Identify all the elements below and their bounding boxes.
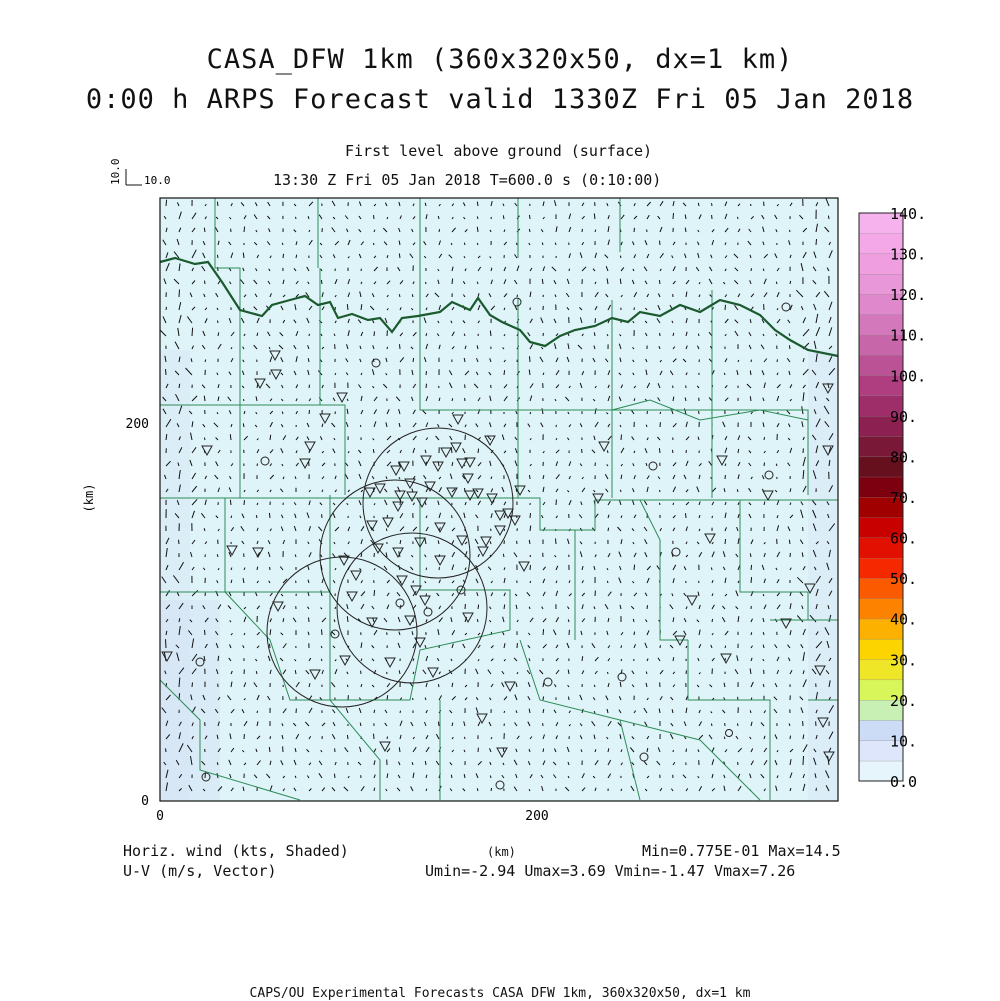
wind-vector <box>256 515 257 518</box>
wind-vector <box>569 697 570 700</box>
wind-vector <box>426 568 427 570</box>
wind-vector <box>387 347 388 349</box>
wind-vector <box>438 216 439 219</box>
wind-vector <box>569 269 570 271</box>
wind-vector <box>751 360 752 362</box>
wind-vector <box>828 216 829 219</box>
wind-vector <box>530 215 531 219</box>
subtitle-level: First level above ground (surface) <box>345 142 652 160</box>
wind-vector <box>712 203 713 206</box>
wind-vector <box>179 540 180 544</box>
wind-vector <box>530 565 531 570</box>
footer-right-2: Umin=-2.94 Umax=3.69 Vmin=-1.47 Vmax=7.26 <box>425 862 795 880</box>
wind-vector <box>282 243 283 245</box>
title-line-2: 0:00 h ARPS Forecast valid 1330Z Fri 05 Jan 2018 <box>0 84 1000 115</box>
wind-vector <box>620 279 621 284</box>
wind-vector <box>270 435 271 440</box>
wind-vector <box>530 356 531 362</box>
wind-vector <box>244 227 245 233</box>
wind-vector <box>399 747 400 752</box>
wind-vector <box>179 384 180 388</box>
wind-vector <box>270 644 271 648</box>
wind-vector <box>698 334 699 336</box>
wind-vector <box>686 749 687 752</box>
wind-vector <box>426 282 427 284</box>
wind-vector <box>347 304 348 310</box>
wind-vector <box>477 619 478 622</box>
footer-left-2: U-V (m/s, Vector) <box>123 862 277 880</box>
wind-vector <box>230 434 231 440</box>
x-axis-label: (km) <box>487 845 516 859</box>
wind-vector <box>477 202 478 206</box>
wind-vector <box>204 438 205 441</box>
wind-vector <box>621 645 622 648</box>
wind-vector <box>283 254 284 258</box>
colorbar-label: 140. <box>890 205 926 223</box>
wind-vector <box>269 747 270 752</box>
wind-vector <box>672 450 673 453</box>
wind-vector <box>438 684 439 687</box>
wind-vector <box>243 399 244 401</box>
colorbar-label: 20. <box>890 692 917 710</box>
wind-vector <box>400 344 401 349</box>
wind-vector <box>763 269 764 271</box>
wind-vector <box>218 656 219 661</box>
wind-vector <box>738 723 739 726</box>
wind-vector <box>543 629 544 635</box>
wind-vector <box>660 412 661 414</box>
y-tick-0: 0 <box>141 794 149 809</box>
wind-vector <box>516 243 517 245</box>
wind-vector <box>426 371 427 375</box>
wind-vector <box>205 630 206 635</box>
wind-vector <box>204 228 205 232</box>
wind-vector <box>321 280 322 284</box>
wind-vector <box>400 711 401 713</box>
colorbar-label: 40. <box>890 611 917 629</box>
wind-vector <box>751 577 752 583</box>
wind-vector <box>217 202 218 206</box>
wind-vector <box>699 308 700 310</box>
colorbar-label: 30. <box>890 651 917 669</box>
ref-vector-vertical-label: 10.0 <box>109 159 122 186</box>
wind-vector <box>789 540 790 544</box>
wind-vector <box>621 789 622 791</box>
wind-vector <box>647 411 648 414</box>
wind-vector <box>751 204 752 206</box>
wind-vector <box>621 659 622 661</box>
wind-vector <box>594 332 595 336</box>
wind-vector <box>698 203 699 206</box>
wind-vector <box>257 567 258 570</box>
wind-vector <box>347 616 348 622</box>
wind-vector <box>334 774 335 778</box>
wind-vector <box>426 333 427 336</box>
wind-vector <box>504 711 505 713</box>
wind-vector <box>166 639 167 648</box>
colorbar-label: 50. <box>890 570 917 588</box>
wind-vector <box>621 435 622 441</box>
wind-vector <box>335 607 336 609</box>
wind-vector <box>373 449 374 453</box>
wind-vector <box>373 243 374 245</box>
wind-vector <box>725 646 726 648</box>
wind-vector <box>387 695 388 700</box>
wind-vector <box>789 345 790 349</box>
wind-vector <box>465 737 466 739</box>
title-line-1: CASA_DFW 1km (360x320x50, dx=1 km) <box>0 44 1000 75</box>
wind-vector <box>295 670 296 674</box>
wind-vector <box>243 253 244 258</box>
wind-vector <box>555 243 556 245</box>
wind-vector <box>374 734 375 739</box>
x-tick-200: 200 <box>525 809 548 824</box>
wind-vector <box>412 294 413 297</box>
footer-right-1: Min=0.775E-01 Max=14.5 <box>642 842 841 860</box>
wind-vector <box>517 295 518 297</box>
wind-vector <box>608 672 609 674</box>
wind-vector <box>205 281 206 284</box>
wind-vector <box>660 241 661 245</box>
wind-vector <box>686 513 687 518</box>
wind-vector <box>543 749 544 753</box>
wind-vector <box>166 200 167 206</box>
wind-vector <box>218 321 219 324</box>
wind-vector <box>777 359 778 362</box>
colorbar-label: 100. <box>890 367 926 385</box>
wind-vector <box>257 711 258 713</box>
wind-vector <box>374 331 375 336</box>
wind-vector <box>490 776 491 779</box>
wind-vector <box>530 526 531 531</box>
wind-vector <box>737 489 738 492</box>
wind-vector <box>750 371 751 376</box>
wind-vector <box>659 280 660 284</box>
wind-vector <box>634 565 635 570</box>
wind-vector <box>764 437 765 440</box>
wind-vector <box>192 682 193 687</box>
wind-vector <box>386 529 387 532</box>
wind-vector <box>413 358 414 362</box>
wind-vector <box>270 736 271 739</box>
wind-vector <box>244 500 245 505</box>
wind-vector <box>451 775 452 778</box>
wind-vector <box>790 736 791 739</box>
wind-vector <box>634 632 635 635</box>
x-tick-0: 0 <box>156 809 164 824</box>
wind-vector <box>490 331 491 336</box>
wind-vector <box>659 503 660 505</box>
subtitle-time: 13:30 Z Fri 05 Jan 2018 T=600.0 s (0:10:00) <box>273 171 661 189</box>
wind-vector <box>374 710 375 713</box>
wind-vector <box>478 449 479 453</box>
wind-vector <box>205 360 206 363</box>
wind-vector <box>257 464 258 467</box>
colorbar-label: 90. <box>890 408 917 426</box>
colorbar-label: 0.0 <box>890 773 917 791</box>
wind-vector <box>296 217 297 219</box>
wind-vector <box>347 735 348 739</box>
wind-vector <box>724 373 725 375</box>
wind-vector <box>231 516 232 518</box>
wind-vector <box>360 425 361 427</box>
wind-vector <box>751 565 752 570</box>
wind-vector <box>321 659 322 661</box>
wind-vector <box>660 490 661 492</box>
wind-vector <box>738 217 739 219</box>
wind-vector <box>816 239 817 245</box>
wind-vector <box>711 724 712 727</box>
y-tick-200: 200 <box>126 417 149 432</box>
wind-vector <box>673 333 674 336</box>
wind-vector <box>192 328 193 336</box>
reference-vector <box>109 159 171 188</box>
wind-vector <box>399 254 400 259</box>
wind-vector <box>620 490 621 492</box>
wind-vector <box>595 318 596 323</box>
wind-vector <box>712 619 713 622</box>
wind-vector <box>790 230 791 232</box>
wind-vector <box>568 619 569 622</box>
wind-vector <box>503 554 504 557</box>
colorbar-label: 120. <box>890 286 926 304</box>
wind-vector <box>504 605 505 610</box>
wind-vector <box>439 722 440 726</box>
wind-vector <box>620 256 621 258</box>
wind-vector <box>607 581 608 583</box>
wind-vector <box>387 737 388 740</box>
wind-vector <box>594 214 595 220</box>
wind-vector <box>750 553 751 557</box>
wind-vector <box>647 605 648 609</box>
y-axis-label: (km) <box>82 484 96 513</box>
wind-vector <box>673 503 674 505</box>
wind-vector <box>751 632 752 635</box>
wind-vector <box>594 685 595 687</box>
wind-vector <box>542 279 543 284</box>
wind-vector <box>542 243 543 246</box>
wind-vector <box>491 788 492 791</box>
wind-vector <box>582 656 583 661</box>
wind-vector <box>751 268 752 271</box>
wind-vector <box>712 516 713 518</box>
wind-vector <box>166 369 167 375</box>
colorbar-label: 70. <box>890 489 917 507</box>
wind-vector <box>530 581 531 583</box>
wind-vector <box>399 294 400 297</box>
colorbar-label: 10. <box>890 732 917 750</box>
bottom-credit: CAPS/OU Experimental Forecasts CASA DFW 1km, 360x320x50, dx=1 km <box>0 986 1000 1001</box>
wind-vector <box>257 333 258 336</box>
wind-vector <box>803 756 804 765</box>
wind-vector <box>608 528 609 531</box>
wind-vector <box>452 398 453 401</box>
wind-vector <box>634 228 635 232</box>
wind-vector <box>686 670 687 674</box>
colorbar-label: 130. <box>890 246 926 264</box>
wind-vector <box>179 290 180 298</box>
wind-vector <box>738 449 739 453</box>
wind-vector <box>607 450 608 453</box>
wind-vector <box>256 671 257 674</box>
wind-vector <box>425 761 426 765</box>
wind-vector <box>439 229 440 232</box>
wind-vector <box>673 213 674 219</box>
wind-vector <box>374 590 375 596</box>
wind-vector <box>529 229 530 232</box>
wind-vector <box>530 475 531 479</box>
wind-vector <box>503 215 504 219</box>
wind-vector <box>217 255 218 258</box>
wind-vector <box>243 423 244 427</box>
wind-vector <box>269 513 270 518</box>
wind-vector <box>464 243 465 245</box>
wind-vector <box>309 385 310 388</box>
wind-vector <box>790 281 791 284</box>
wind-vector <box>322 629 323 635</box>
wind-vector <box>477 227 478 232</box>
wind-vector <box>296 255 297 258</box>
colorbar <box>859 205 926 791</box>
wind-vector <box>711 568 712 571</box>
wind-vector <box>439 567 440 570</box>
wind-vector <box>478 605 479 609</box>
wind-vector <box>230 500 231 505</box>
wind-vector <box>556 538 557 544</box>
wind-vector <box>504 370 505 375</box>
ref-vector-horizontal-label: 10.0 <box>144 174 171 187</box>
wind-vector <box>530 555 531 557</box>
wind-vector <box>426 384 427 388</box>
wind-vector <box>452 279 453 284</box>
colorbar-label: 110. <box>890 327 926 345</box>
wind-vector <box>750 396 751 401</box>
wind-vector <box>166 748 167 752</box>
wind-vector <box>204 396 205 401</box>
wind-vector <box>477 788 478 791</box>
wind-vector <box>244 308 245 310</box>
wind-vector <box>543 697 544 701</box>
wind-vector <box>309 410 310 414</box>
wind-vector <box>309 617 310 622</box>
map-area <box>160 198 838 801</box>
wind-vector <box>725 305 726 310</box>
wind-vector <box>309 334 310 336</box>
wind-vector <box>347 685 348 687</box>
wind-vector <box>776 282 777 284</box>
wind-vector <box>725 539 726 544</box>
wind-vector <box>374 788 375 791</box>
colorbar-label: 80. <box>890 448 917 466</box>
wind-vector <box>659 448 660 453</box>
wind-vector <box>633 619 634 622</box>
colorbar-label: 60. <box>890 530 917 548</box>
wind-vector <box>374 215 375 219</box>
wind-vector <box>530 513 531 518</box>
footer-left-1: Horiz. wind (kts, Shaded) <box>123 842 349 860</box>
wind-vector <box>673 750 674 752</box>
wind-vector <box>764 463 765 467</box>
